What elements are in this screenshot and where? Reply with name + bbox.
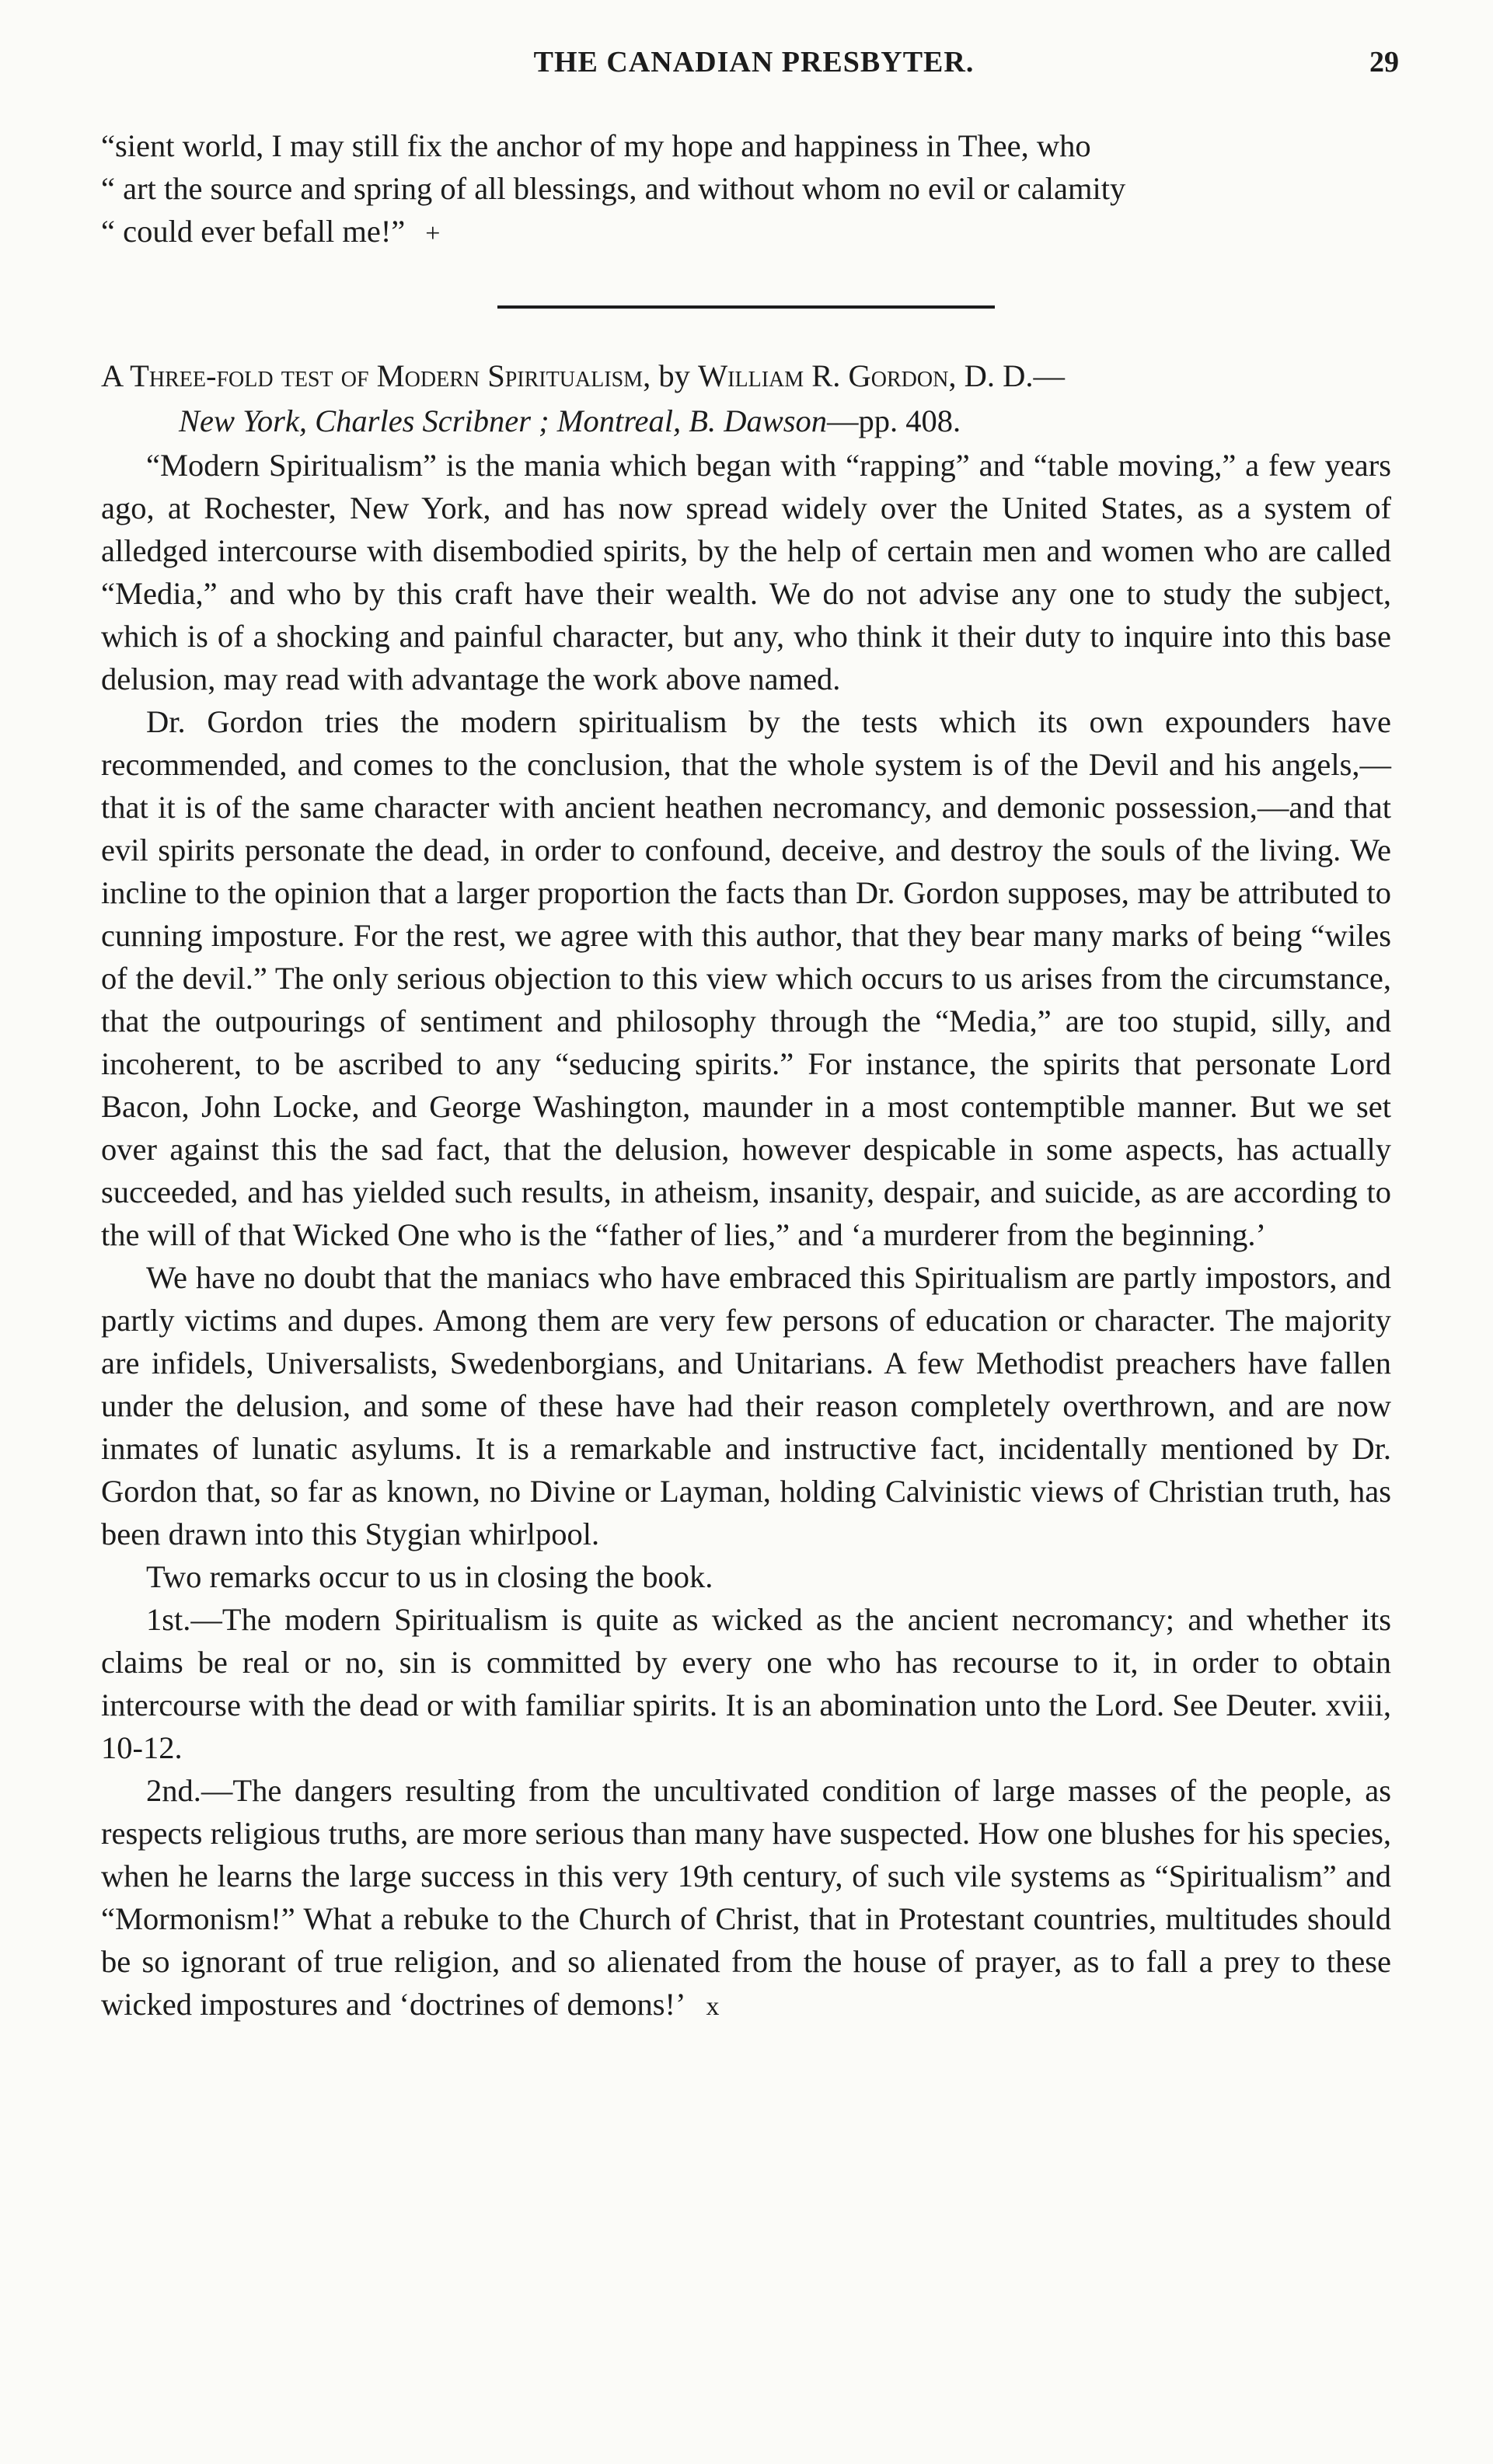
quote-line [101, 210, 1391, 255]
review-paragraph: Dr. Gordon tries the modern spiritualism by the tests which its own expounders have recommended, and comes to the conclusion, that the whole system is of the Devil and his angels,—that it is of the same character with ancient heathen necromancy, and demonic possession,—and that evil spirits personate the dead, in order to confound, deceive, and destroy the souls of the living. We incline to the opinion that a larger proportion the facts than Dr. Gordon supposes, may be attributed to cunning imposture. For the rest, we agree with this author, that they bear many marks of being “wiles of the devil.” The only serious objection to this view which occurs to us arises from the circumstance, that the outpourings of sentiment and philosophy through the “Media,” are too stupid, silly, and incoherent, to be ascribed to any “seducing spirits.” For instance, the spirits that personate Lord Bacon, John Locke, and George Washington, maunder in a most contemptible manner. But we set over against this the sad fact, that the delusion, however despicable in some aspects, has actually succeeded, and has yielded such results, in atheism, insanity, despair, and suicide, as are according to the will of that Wicked One who is the “father of lies,” and ‘a murderer from the beginning.’ [101, 704, 1391, 1252]
author-suffix: , D. D.— [948, 358, 1065, 393]
book-imprint-line [101, 399, 1391, 444]
quote-line: “ art the source and spring of all blessings, and without whom no evil or calamity [101, 171, 1126, 206]
title-lead: A [101, 358, 131, 393]
end-mark: + [425, 219, 441, 248]
review-paragraph: Two remarks occur to us in closing the book. [146, 1559, 713, 1594]
book-imprint: New York, Charles Scribner ; Montreal, B. Dawson [179, 403, 828, 438]
closing-quotation [101, 124, 1391, 255]
book-title: Three-fold test of Modern Spiritualism [130, 358, 644, 393]
review-heading [101, 354, 1391, 444]
page-header [109, 45, 1399, 92]
quote-line-text: “ could ever befall me!” [101, 214, 406, 249]
book-author: William R. Gordon [697, 358, 949, 393]
section-divider [497, 305, 995, 309]
end-mark: x [706, 1992, 720, 2021]
review-paragraph [101, 1769, 1391, 2028]
running-head: THE CANADIAN PRESBYTER. [533, 46, 975, 79]
review-paragraph: 1st.—The modern Spiritualism is quite as wicked as the ancient necromancy; and whether its claims be real or no, sin is committed by every one who has recourse to it, in order to obtain intercourse with the dead or with familiar spirits. It is an abomination unto the Lord. See Deuter. xviii, 10-12. [101, 1602, 1391, 1765]
book-pages: —pp. 408. [827, 403, 961, 438]
page-number: 29 [1369, 46, 1399, 79]
quote-line: “sient world, I may still fix the anchor of my hope and happiness in Thee, who [101, 128, 1091, 163]
review-paragraph: We have no doubt that the maniacs who have embraced this Spiritualism are partly impostors, and partly victims and dupes. Among them are very few persons of education or character. The majority are infidels, Universalists, Swedenborgians, and Unitarians. A few Methodist preachers have fallen under the delusion, and some of these have had their reason completely overthrown, and are now inmates of lunatic asylums. It is a remarkable and instructive fact, incidentally mentioned by Dr. Gordon that, so far as known, no Divine or Layman, holding Calvinistic views of Christian truth, has been drawn into this Stygian whirlpool. [101, 1260, 1391, 1551]
title-by: , by [643, 358, 698, 393]
review-paragraph: “Modern Spiritualism” is the mania which began with “rapping” and “table moving,” a few years ago, at Rochester, New York, and has now spread widely over the United States, as a system of alledged intercourse with disembodied spirits, by the help of certain men and women who are called “Media,” and who by this craft have their wealth. We do not advise any one to study the subject, which is of a shocking and painful character, but any, who think it their duty to inquire into this base delusion, may read with advantage the work above named. [101, 448, 1391, 696]
review-paragraph-text: 2nd.—The dangers resulting from the uncultivated condition of large masses of the people, as respects religious truths, are more serious than many have suspected. How one blushes for his species, when he learns the large success in this very 19th century, of such vile systems as “Spiritualism” and “Mormonism!” What a rebuke to the Church of Christ, that in Protestant countries, multitudes should be so ignorant of true religion, and so alienated from the house of prayer, as to fall a prey to these wicked impostures and ‘doctrines of demons!’ [101, 1773, 1391, 2022]
book-review [101, 354, 1391, 2028]
